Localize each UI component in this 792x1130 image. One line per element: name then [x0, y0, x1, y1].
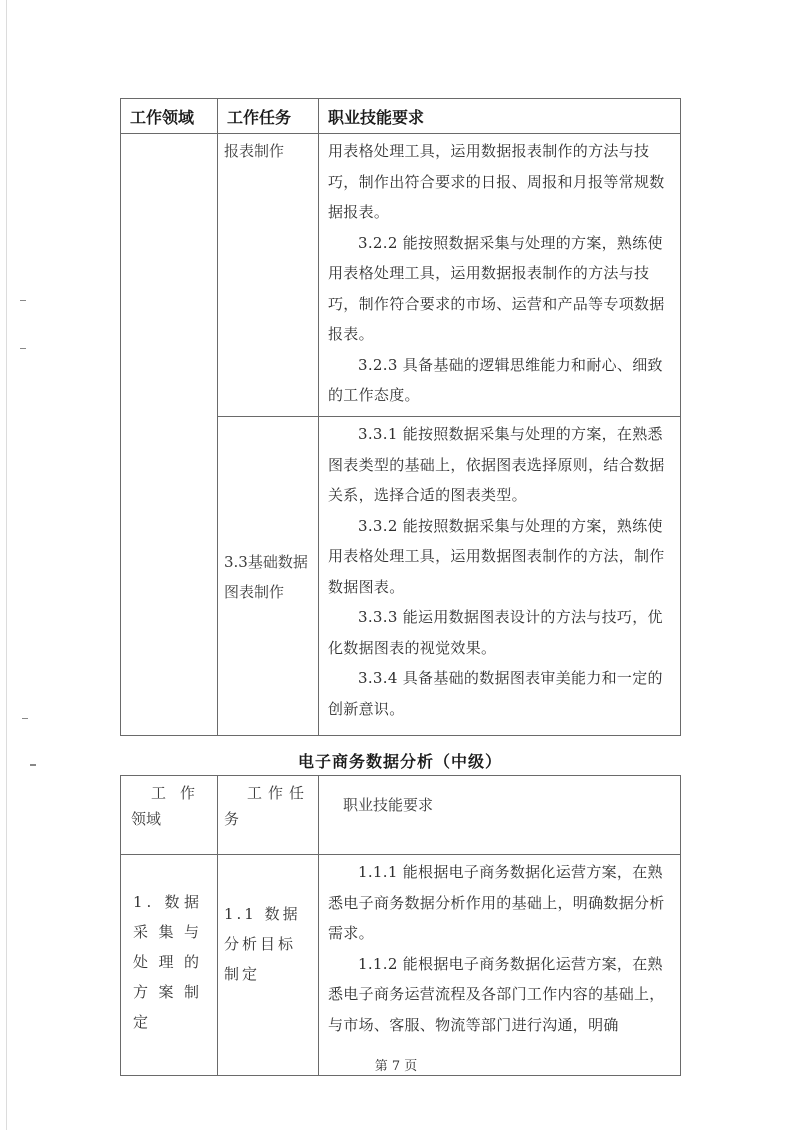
page-number: 第 7 页	[374, 1059, 418, 1074]
requirement-paragraph: 3.3.4 具备基础的数据图表审美能力和一定的创新意识。	[328, 669, 663, 718]
task-cell: 报表制作	[218, 134, 319, 417]
table-header-row	[121, 776, 681, 855]
scan-mark	[20, 348, 26, 349]
requirement-paragraph: 3.3.3 能运用数据图表设计的方法与技巧，优化数据图表的视觉效果。	[328, 608, 663, 657]
task-cell: 3.3基础数据图表制作	[218, 417, 319, 736]
table-row	[121, 855, 681, 1076]
table-row	[121, 134, 681, 417]
requirements-cell	[319, 417, 681, 736]
header-work-domain-line2: 领域	[131, 810, 162, 828]
skills-table-2	[120, 775, 681, 1076]
requirement-paragraph: 3.2.2 能按照数据采集与处理的方案，熟练使用表格处理工具，运用数据报表制作的方法与技巧，制作符合要求的市场、运营和产品等专项数据报表。	[328, 233, 665, 343]
requirement-paragraph: 1.1.1 能根据电子商务数据化运营方案，在熟悉电子商务数据分析作用的基础上，明确数据分析需求。	[328, 863, 665, 942]
header-work-domain: 工作领域	[121, 99, 218, 134]
header-work-task-line1: 工作任	[246, 784, 310, 802]
header-work-domain	[121, 776, 218, 855]
section-title: 电子商务数据分析（中级）	[297, 752, 502, 771]
requirement-paragraph: 3.3.1 能按照数据采集与处理的方案，在熟悉图表类型的基础上，依据图表选择原则，结合数据关系，选择合适的图表类型。	[328, 425, 665, 504]
skills-table-1	[120, 98, 681, 736]
scan-mark	[30, 764, 36, 766]
requirement-paragraph: 1.1.2 能根据电子商务数据化运营方案，在熟悉电子商务运营流程及各部门工作内容的基础上，与市场、客服、物流等部门进行沟通，明确	[328, 954, 665, 1034]
header-work-task	[218, 776, 319, 855]
requirement-paragraph: 3.2.3 具备基础的逻辑思维能力和耐心、细致的工作态度。	[328, 355, 663, 404]
scan-page-edge	[6, 0, 7, 1130]
work-domain-cell	[121, 134, 218, 736]
requirement-paragraph: 用表格处理工具，运用数据报表制作的方法与技巧，制作出符合要求的日报、周报和月报等常规数据报表。	[328, 142, 665, 221]
header-skill-requirements: 职业技能要求	[319, 776, 681, 855]
header-work-task: 工作任务	[218, 99, 319, 134]
requirements-cell	[319, 134, 681, 417]
requirement-paragraph: 3.3.2 能按照数据采集与处理的方案，熟练使用表格处理工具，运用数据图表制作的方法，制作数据图表。	[328, 516, 665, 596]
work-domain-cell: 1. 数据采集与处理的方案制定	[121, 855, 218, 1076]
task-cell: 1.1 数据分析目标制定	[218, 855, 319, 1076]
scan-mark	[20, 300, 26, 301]
requirements-cell	[319, 855, 681, 1076]
table-header-row	[121, 99, 681, 134]
header-skill-requirements: 职业技能要求	[319, 99, 681, 134]
header-work-task-line2: 务	[224, 810, 240, 828]
scan-mark	[22, 718, 28, 719]
header-work-domain-line1: 工作	[150, 784, 209, 802]
